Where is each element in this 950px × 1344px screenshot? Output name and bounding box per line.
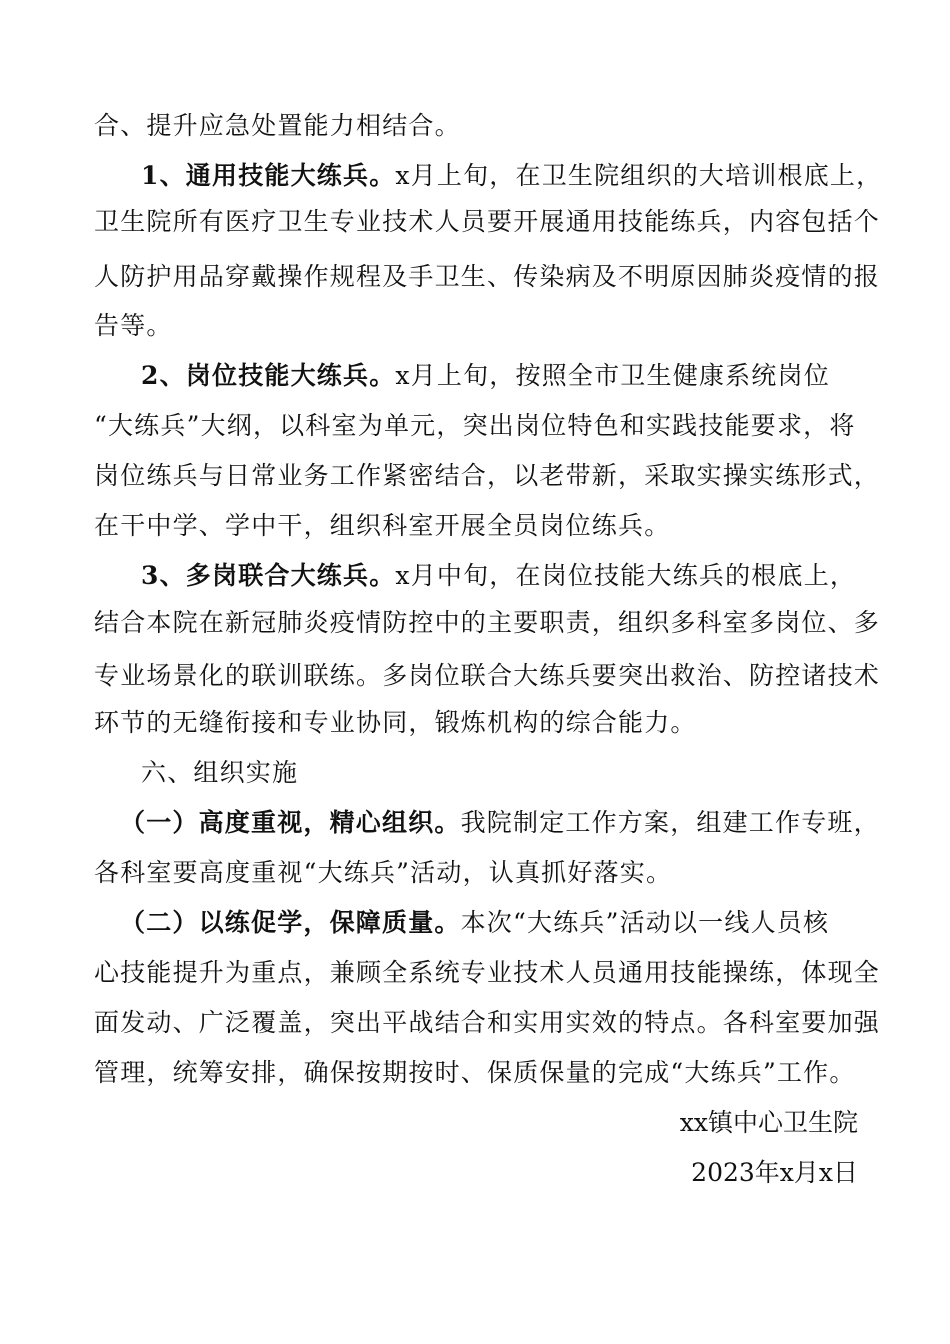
signature-org: xx镇中心卫生院 [679,1108,858,1137]
item3-line4: 环节的无缝衔接和专业协同，锻炼机构的综合能力。 [94,708,697,737]
continuation-line: 合、提升应急处置能力相结合。 [94,111,461,140]
sub2-line3: 面发动、广泛覆盖，突出平战结合和实用实效的特点。各科室要加强 [94,1008,881,1037]
sub1-first-line [120,805,900,841]
sub1-heading: （一）高度重视，精心组织。 [120,808,461,837]
sub1-line1-text: 我院制定工作方案，组建工作专班， [460,808,880,837]
sub2-first-line [120,905,900,941]
sub2-line4: 管理，统筹安排，确保按期按时、保质保量的完成“大练兵”工作。 [94,1058,856,1087]
item2-line3: 岗位练兵与日常业务工作紧密结合，以老带新，采取实操实练形式， [94,461,881,490]
item1-line4: 告等。 [94,311,173,340]
item2-first-line [141,358,921,394]
item1-line2: 卫生院所有医疗卫生专业技术人员要开展通用技能练兵，内容包括个 [94,207,881,236]
item2-heading: 2、岗位技能大练兵。 [141,361,396,390]
item1-line3: 人防护用品穿戴操作规程及手卫生、传染病及不明原因肺炎疫情的报 [94,262,881,291]
item1-heading: 1、通用技能大练兵。 [141,161,396,190]
item2-line2: “大练兵”大纲，以科室为单元，突出岗位特色和实践技能要求，将 [94,411,856,440]
item3-line1-text: x月中旬，在岗位技能大练兵的根底上， [395,561,857,590]
item2-line4: 在干中学、学中干，组织科室开展全员岗位练兵。 [94,511,671,540]
sub2-line2: 心技能提升为重点，兼顾全系统专业技术人员通用技能操练，体现全 [94,958,881,987]
item3-line3: 专业场景化的联训联练。多岗位联合大练兵要突出救治、防控诸技术 [94,661,881,690]
item3-line2: 结合本院在新冠肺炎疫情防控中的主要职责，组织多科室多岗位、多 [94,608,881,637]
sub2-line1-text: 本次“大练兵”活动以一线人员核 [460,908,830,937]
item1-line1-text: x月上旬，在卫生院组织的大培训根底上， [395,161,883,190]
item3-first-line [141,558,921,594]
item3-heading: 3、多岗联合大练兵。 [141,561,396,590]
item2-line1-text: x月上旬，按照全市卫生健康系统岗位 [395,361,830,390]
sub1-line2: 各科室要高度重视“大练兵”活动，认真抓好落实。 [94,858,673,887]
item1-first-line [141,158,921,194]
section6-title: 六、组织实施 [141,758,299,787]
signature-date: 2023年x月x日 [691,1158,858,1187]
sub2-heading: （二）以练促学，保障质量。 [120,908,461,937]
